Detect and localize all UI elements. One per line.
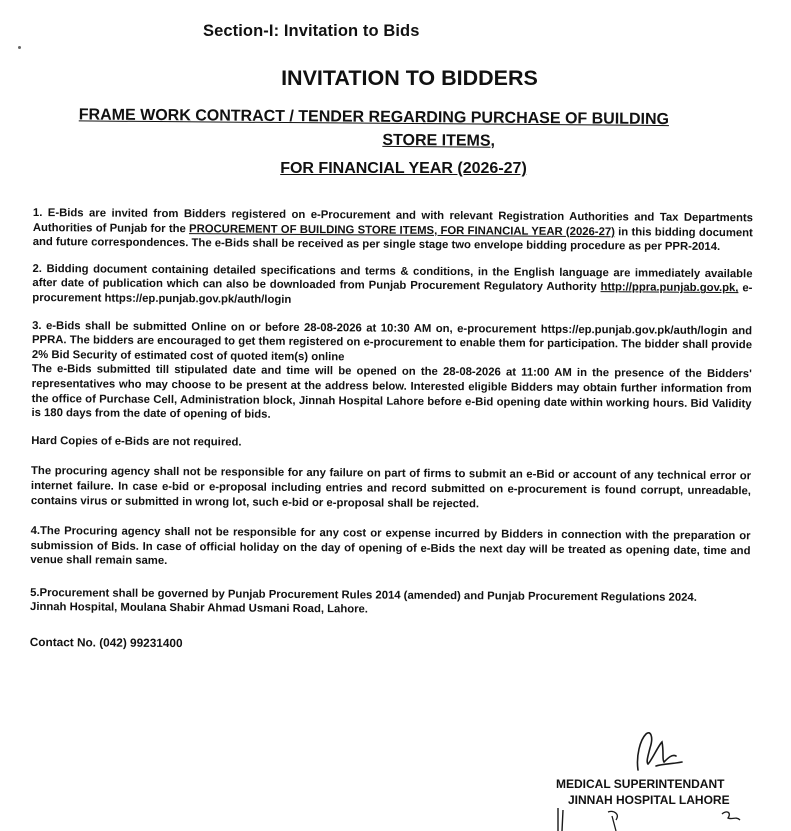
signatory-organization: JINNAH HOSPITAL LAHORE	[568, 793, 730, 807]
paragraph-2-text-b: e-procurement https://ep.punjab.gov.pk/auth/login	[32, 282, 753, 306]
subtitle-line-2: STORE ITEMS,	[382, 131, 496, 150]
contact-number: Contact No. (042) 99231400	[29, 635, 183, 651]
paragraph-5: Hard Copies of e-Bids are not required.	[31, 434, 242, 449]
subtitle	[24, 103, 724, 154]
paragraph-4: The e-Bids submitted till stipulated date and time will be opened on the 28-08-2026 at 11:00 AM in the presence of the Bidders' representatives who may choose to be present at the address below. Interested eligible Bidders may obtain further information from the office of Purchase Cell, Administration block, Jinnah Hospital Lahore before e-Bid opening date within working hours. Bid Validity is 180 days from the date of opening of bids.	[31, 363, 752, 421]
notice-body	[30, 206, 753, 655]
signatory-title: MEDICAL SUPERINTENDANT	[556, 777, 725, 791]
stamp-marks	[550, 808, 780, 831]
paragraph-6: The procuring agency shall not be responsible for any failure on part of firms to submit an e-Bid or account of any technical error or internet failure. In case e-bid or e-proposal including entries and record submitted on e-procurement is found corrupt, unreadable, contains virus or submitted in wrong lot, such e-bid or e-proposal shall be rejected.	[30, 465, 752, 510]
subtitle-line-1: FRAME WORK CONTRACT / TENDER REGARDING PURCHASE OF BUILDING	[78, 106, 670, 129]
ppra-link[interactable]: http://ppra.punjab.gov.pk,	[600, 281, 739, 295]
paragraph-2	[32, 262, 752, 311]
paragraph-1	[33, 206, 753, 255]
paragraph-1-text-b: in this bidding document and future correspondences. The e-Bids shall be received as per single stage two envelope bidding procedure as per PPR-2014.	[32, 225, 753, 254]
financial-year-heading: FOR FINANCIAL YEAR (2026-27)	[280, 160, 527, 177]
signatory-block	[556, 776, 730, 808]
main-title: INVITATION TO BIDDERS	[281, 66, 538, 90]
procurement-subject-link: PROCUREMENT OF BUILDING STORE ITEMS, FOR FINANCIAL YEAR (2026-27)	[189, 222, 615, 238]
paragraph-8: 5.Procurement shall be governed by Punjab Procurement Rules 2014 (amended) and Punjab Procurement Regulations 2024.	[30, 586, 697, 604]
hospital-address: Jinnah Hospital, Moulana Shabir Ahmad Usmani Road, Lahore.	[30, 601, 369, 616]
scan-speck	[18, 46, 21, 49]
paragraph-7: 4.The Procuring agency shall not be responsible for any cost or expense incurred by Bidders in connection with the preparation or submission of Bids. In case of official holiday on the day of opening of e-Bids the next day will be treated as opening date, time and venue shall remain same.	[30, 525, 751, 568]
section-title: Section-I: Invitation to Bids	[203, 22, 420, 40]
paragraph-3: 3. e-Bids shall be submitted Online on or before 28-08-2026 at 10:30 AM on, e-procurement https://ep.punjab.gov.pk/auth/login and PPRA. The bidders are encouraged to get them registered on e-procurement to enable them for participation. The bidder shall provide 2% Bid Security of estimated cost of quoted item(s) online	[31, 319, 753, 364]
paragraph-1-text-a: 1. E-Bids are invited from Bidders registered on e-Procurement and with relevant Registration Authorities and Tax Departments Authorities of Punjab for the	[32, 206, 753, 235]
paragraph-2-text-a: 2. Bidding document containing detailed specifications and terms & conditions, in the English language are immediately available after date of publication which can also be downloaded from Punjab Procurement Regulatory Authority	[32, 262, 753, 294]
handwritten-signature	[628, 726, 688, 774]
